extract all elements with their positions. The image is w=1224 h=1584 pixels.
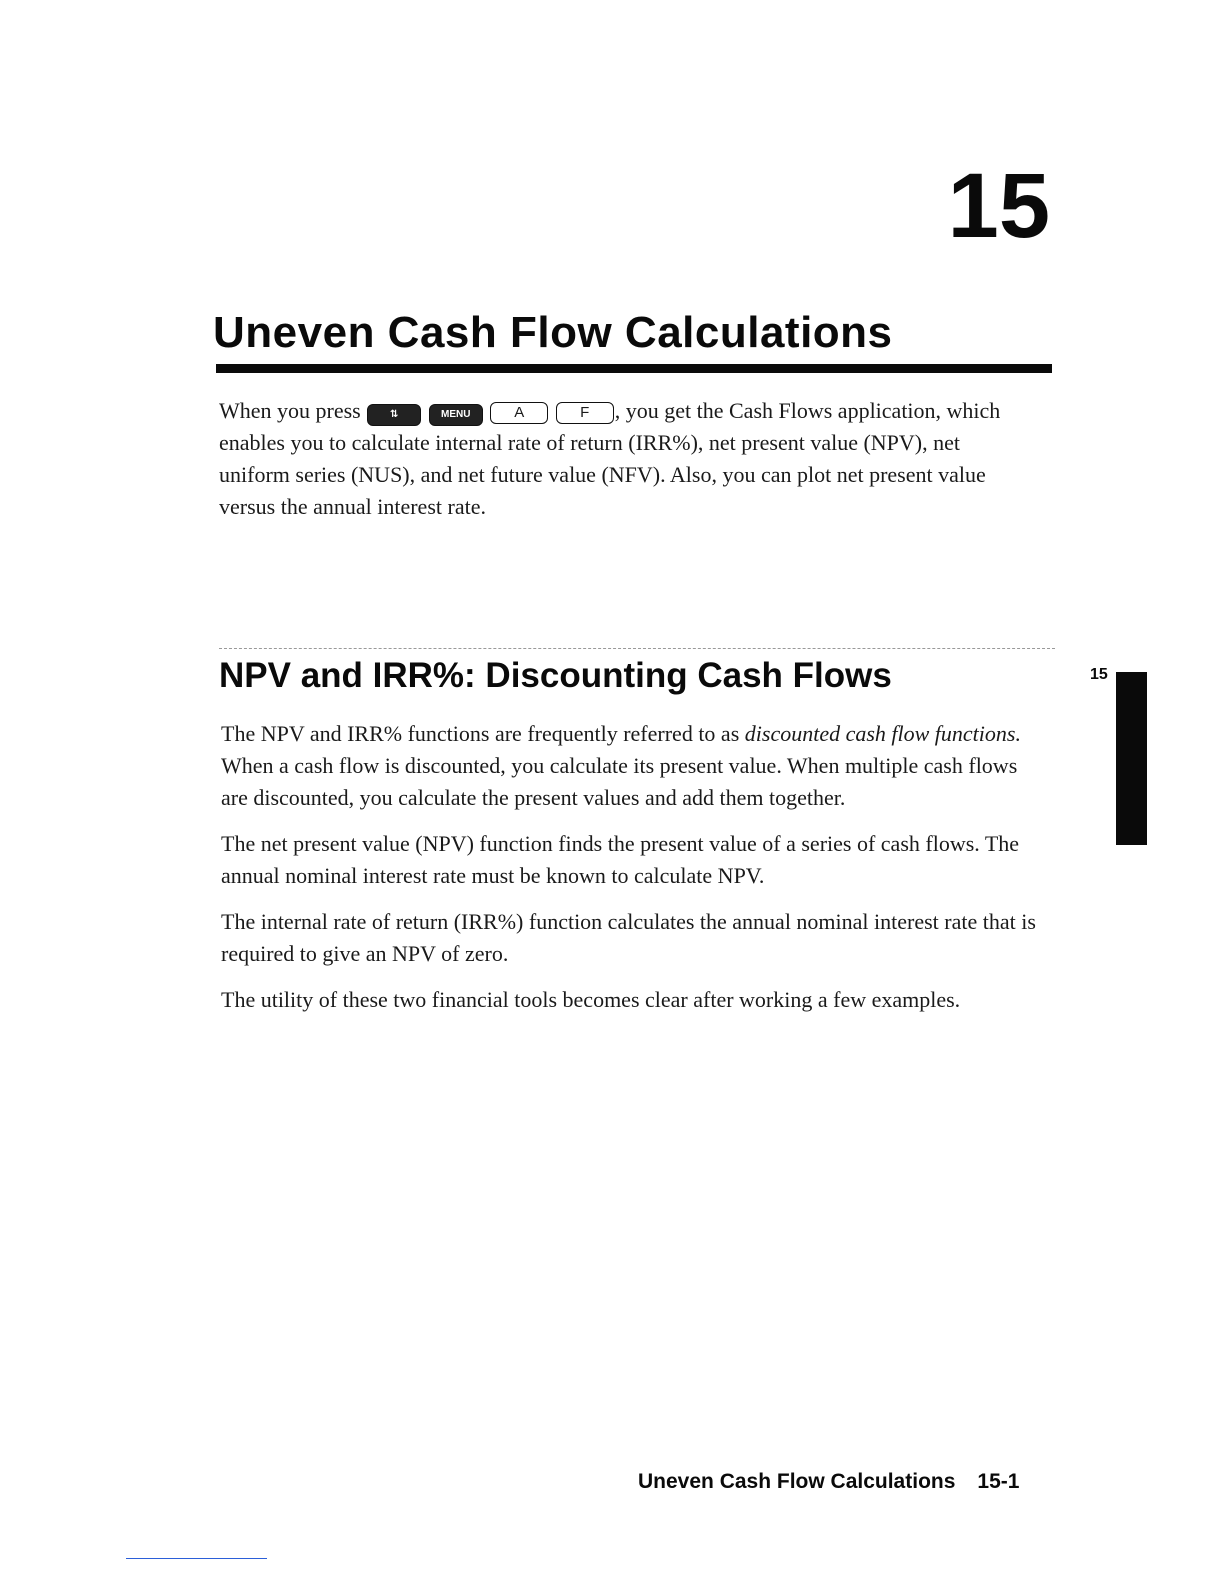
paragraph-npv: The net present value (NPV) function finds the present value of a series of cash flows. The annual nominal interest rate must be known to calculate NPV. bbox=[221, 831, 1020, 888]
scan-edge-line bbox=[126, 1558, 267, 1559]
paragraph-discounting bbox=[221, 718, 1041, 814]
a-key-icon: A bbox=[490, 402, 548, 424]
chapter-number: 15 bbox=[947, 155, 1050, 257]
p1-start: The NPV and IRR% functions are frequently referred to as bbox=[221, 721, 745, 746]
paragraph-irr: The internal rate of return (IRR%) function calculates the annual nominal interest rate that is required to give an NPV of zero. bbox=[221, 909, 1036, 966]
intro-text-start: When you press bbox=[219, 398, 367, 423]
intro-text-end: , you get the Cash Flows application, which enables you to calculate internal rate of return (IRR%), net present value (NPV), net uniform series (NUS), and net future value (NFV). Also, you can plot net present value versus the annual interest rate. bbox=[219, 398, 1001, 519]
page-number: 15-1 bbox=[977, 1470, 1020, 1493]
section-body bbox=[221, 718, 1041, 1030]
f-key-icon: F bbox=[556, 402, 614, 424]
footer-title: Uneven Cash Flow Calculations bbox=[638, 1470, 956, 1493]
p1-end: When a cash flow is discounted, you calculate its present value. When multiple cash flows are discounted, you calculate the present values and add them together. bbox=[221, 753, 1018, 810]
intro-paragraph bbox=[219, 395, 1019, 523]
chapter-title: Uneven Cash Flow Calculations bbox=[213, 308, 893, 357]
thumb-tab-label: 15 bbox=[1090, 666, 1108, 683]
menu-key-icon: MENU bbox=[429, 404, 483, 426]
section-title: NPV and IRR%: Discounting Cash Flows bbox=[219, 656, 892, 695]
section-divider bbox=[219, 648, 1055, 649]
title-rule bbox=[216, 364, 1052, 373]
paragraph-utility: The utility of these two financial tools becomes clear after working a few examples. bbox=[221, 987, 961, 1012]
page-footer bbox=[638, 1470, 1019, 1494]
shift-key-icon: ⇅ bbox=[367, 404, 421, 426]
thumb-tab-marker bbox=[1116, 672, 1147, 845]
p1-emphasis: discounted cash flow functions. bbox=[744, 721, 1021, 746]
